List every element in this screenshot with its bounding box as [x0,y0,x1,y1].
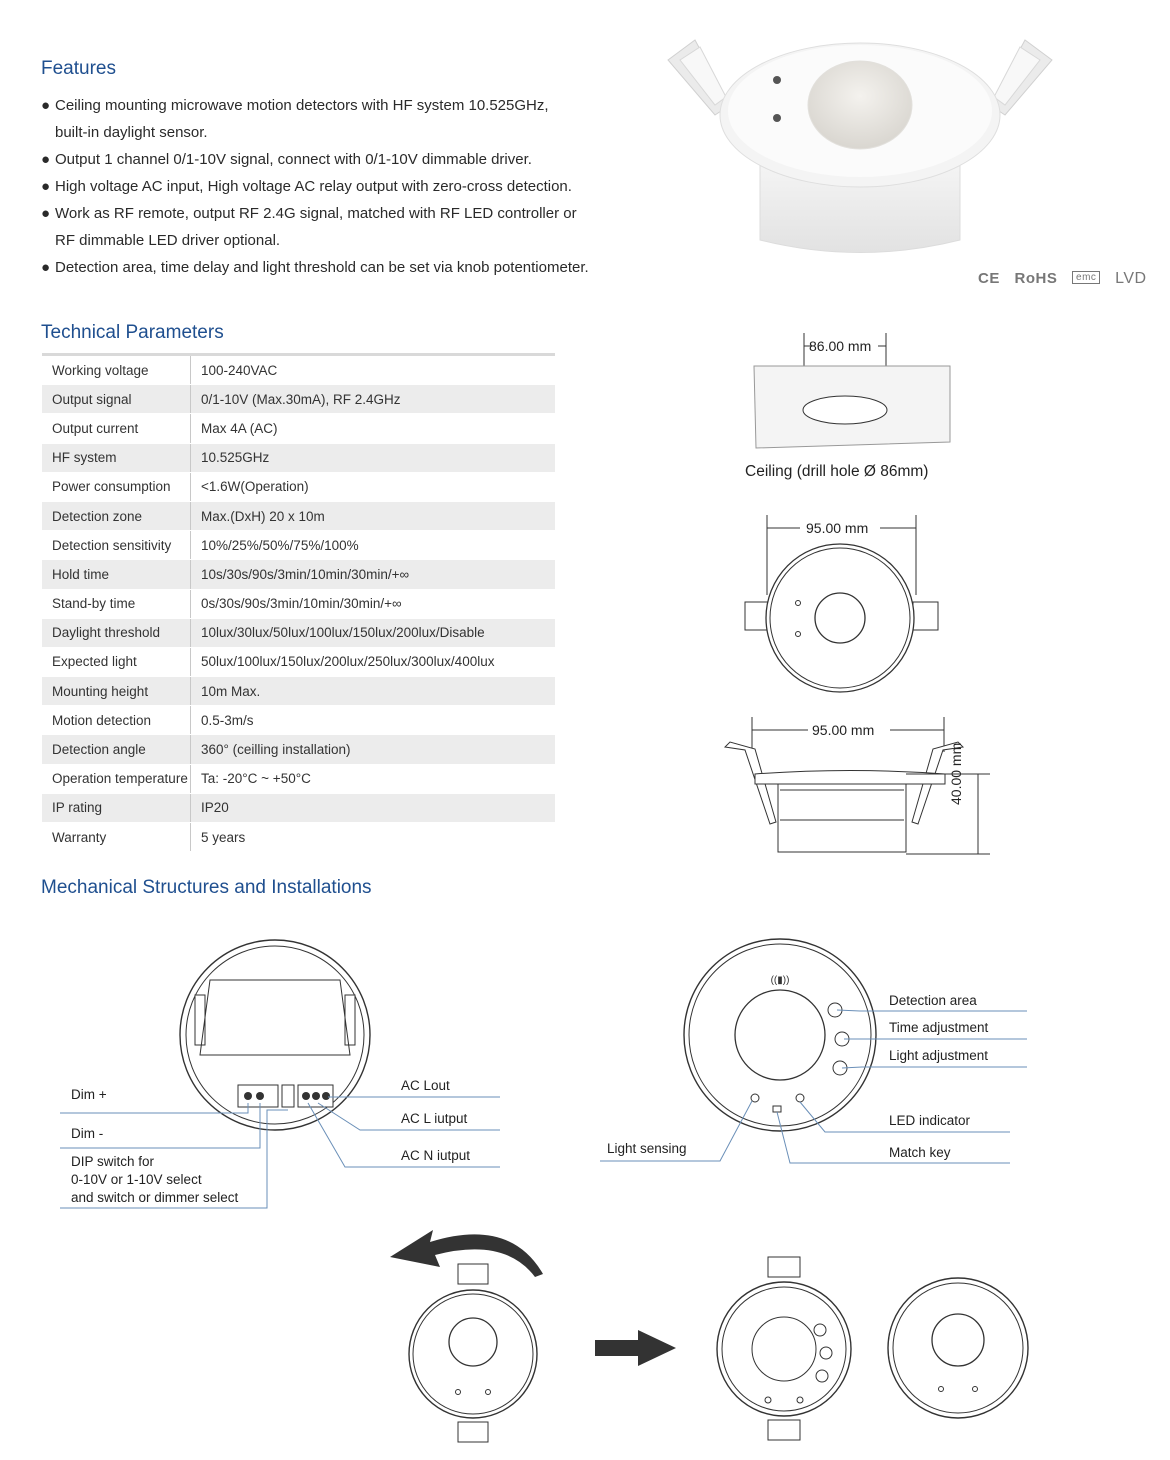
feature-text-cont: RF dimmable LED driver optional. [55,232,281,249]
parameter-row [42,414,555,443]
parameter-name: Working voltage [42,355,191,385]
cover-installed-view [400,1262,540,1447]
dip-label-1: DIP switch for [71,1154,155,1169]
parameter-row [42,647,555,676]
parameter-name: Mounting height [42,677,191,706]
ce-mark: CE [978,270,1000,287]
feature-item [41,146,621,173]
feature-text: Work as RF remote, output RF 2.4G signal, matched with RF LED controller or [55,205,577,222]
parameter-row [42,385,555,414]
dip-label-3: and switch or dimmer select [71,1190,239,1205]
parameter-name: Warranty [42,823,191,852]
right-arrow-icon [593,1328,678,1368]
parameter-name: Stand-by time [42,589,191,618]
dim-minus-label: Dim - [71,1126,104,1141]
parameter-value: Max.(DxH) 20 x 10m [191,501,556,530]
parameter-value: 10s/30s/90s/3min/10min/30min/+∞ [191,560,556,589]
parameter-value: 10m Max. [191,677,556,706]
parameter-value: 0/1-10V (Max.30mA), RF 2.4GHz [191,385,556,414]
parameter-row [42,735,555,764]
parameter-name: Hold time [42,560,191,589]
hole-width-label: 86.00 mm [809,338,872,354]
parameter-row [42,589,555,618]
time-adjustment-label: Time adjustment [889,1020,989,1035]
light-adjustment-label: Light adjustment [889,1048,989,1063]
emc-mark: emc [1072,271,1100,284]
parameter-value: 0s/30s/90s/3min/10min/30min/+∞ [191,589,556,618]
features-list [41,92,621,281]
parameter-row [42,501,555,530]
light-sensing-label: Light sensing [607,1141,687,1156]
technical-title: Technical Parameters [41,322,224,343]
height-label: 40.00 mm [948,742,964,805]
parameter-value: 10%/25%/50%/75%/100% [191,531,556,560]
bullet-icon: ● [41,205,51,222]
mechanical-title: Mechanical Structures and Installations [41,877,372,898]
dim-plus-label: Dim + [71,1087,107,1102]
feature-text: Detection area, time delay and light threshold can be set via knob potentiometer. [55,259,589,276]
top-width-label: 95.00 mm [806,520,869,536]
parameter-value: 100-240VAC [191,355,556,385]
led-indicator-label: LED indicator [889,1113,971,1128]
cover-front-view [885,1275,1035,1425]
detection-area-label: Detection area [889,993,977,1008]
bullet-icon: ● [41,259,51,276]
parameter-row [42,472,555,501]
parameter-row [42,560,555,589]
parameter-row [42,793,555,822]
parameter-name: Detection zone [42,501,191,530]
parameter-value: Max 4A (AC) [191,414,556,443]
ac-n-label: AC N iutput [401,1148,471,1163]
parameter-row [42,764,555,793]
bullet-icon: ● [41,151,51,168]
top-view-drawing [740,510,950,685]
product-photo [660,15,1060,265]
parameter-value: IP20 [191,793,556,822]
parameter-value: 50lux/100lux/150lux/200lux/250lux/300lux/400lux [191,647,556,676]
feature-item [41,92,621,146]
ac-l-label: AC L iutput [401,1111,468,1126]
parameter-row [42,677,555,706]
parameter-name: Motion detection [42,706,191,735]
parameter-value: 10lux/30lux/50lux/100lux/150lux/200lux/Disable [191,618,556,647]
parameter-value: 5 years [191,823,556,852]
parameter-name: Output current [42,414,191,443]
bullet-icon: ● [41,97,51,114]
feature-item [41,254,621,281]
feature-item [41,173,621,200]
parameter-row [42,531,555,560]
parameter-name: IP rating [42,793,191,822]
parameter-name: Daylight threshold [42,618,191,647]
parameter-value: 360° (ceilling installation) [191,735,556,764]
features-title: Features [41,58,116,79]
svg-text:((▮)): ((▮)) [770,975,790,986]
feature-text: Output 1 channel 0/1-10V signal, connect with 0/1-10V dimmable driver. [55,151,532,168]
lvd-mark: LVD [1115,270,1147,287]
dip-label-2: 0-10V or 1-10V select [71,1172,202,1187]
parameter-name: Detection sensitivity [42,531,191,560]
parameter-name: HF system [42,443,191,472]
rohs-mark: RoHS [1014,270,1058,287]
parameter-row [42,706,555,735]
cover-removed-view [710,1255,860,1445]
parameter-row [42,443,555,472]
parameter-value: 10.525GHz [191,443,556,472]
feature-item [41,200,621,254]
ac-lout-label: AC Lout [401,1078,450,1093]
match-key-label: Match key [889,1145,951,1160]
parameter-value: 0.5-3m/s [191,706,556,735]
feature-text-cont: built-in daylight sensor. [55,124,208,141]
certifications [978,270,1157,288]
parameter-name: Output signal [42,385,191,414]
bullet-icon: ● [41,178,51,195]
parameter-row [42,355,555,385]
feature-text: Ceiling mounting microwave motion detectors with HF system 10.525GHz, [55,97,549,114]
parameter-value: <1.6W(Operation) [191,472,556,501]
feature-text: High voltage AC input, High voltage AC relay output with zero-cross detection. [55,178,572,195]
parameter-name: Power consumption [42,472,191,501]
ceiling-caption: Ceiling (drill hole Ø 86mm) [745,463,929,480]
side-width-label: 95.00 mm [812,722,875,738]
parameters-table [42,353,555,852]
parameter-row [42,618,555,647]
parameter-name: Detection angle [42,735,191,764]
parameter-name: Operation temperature [42,764,191,793]
parameter-value: Ta: -20°C ~ +50°C [191,764,556,793]
parameter-name: Expected light [42,647,191,676]
parameter-row [42,823,555,852]
